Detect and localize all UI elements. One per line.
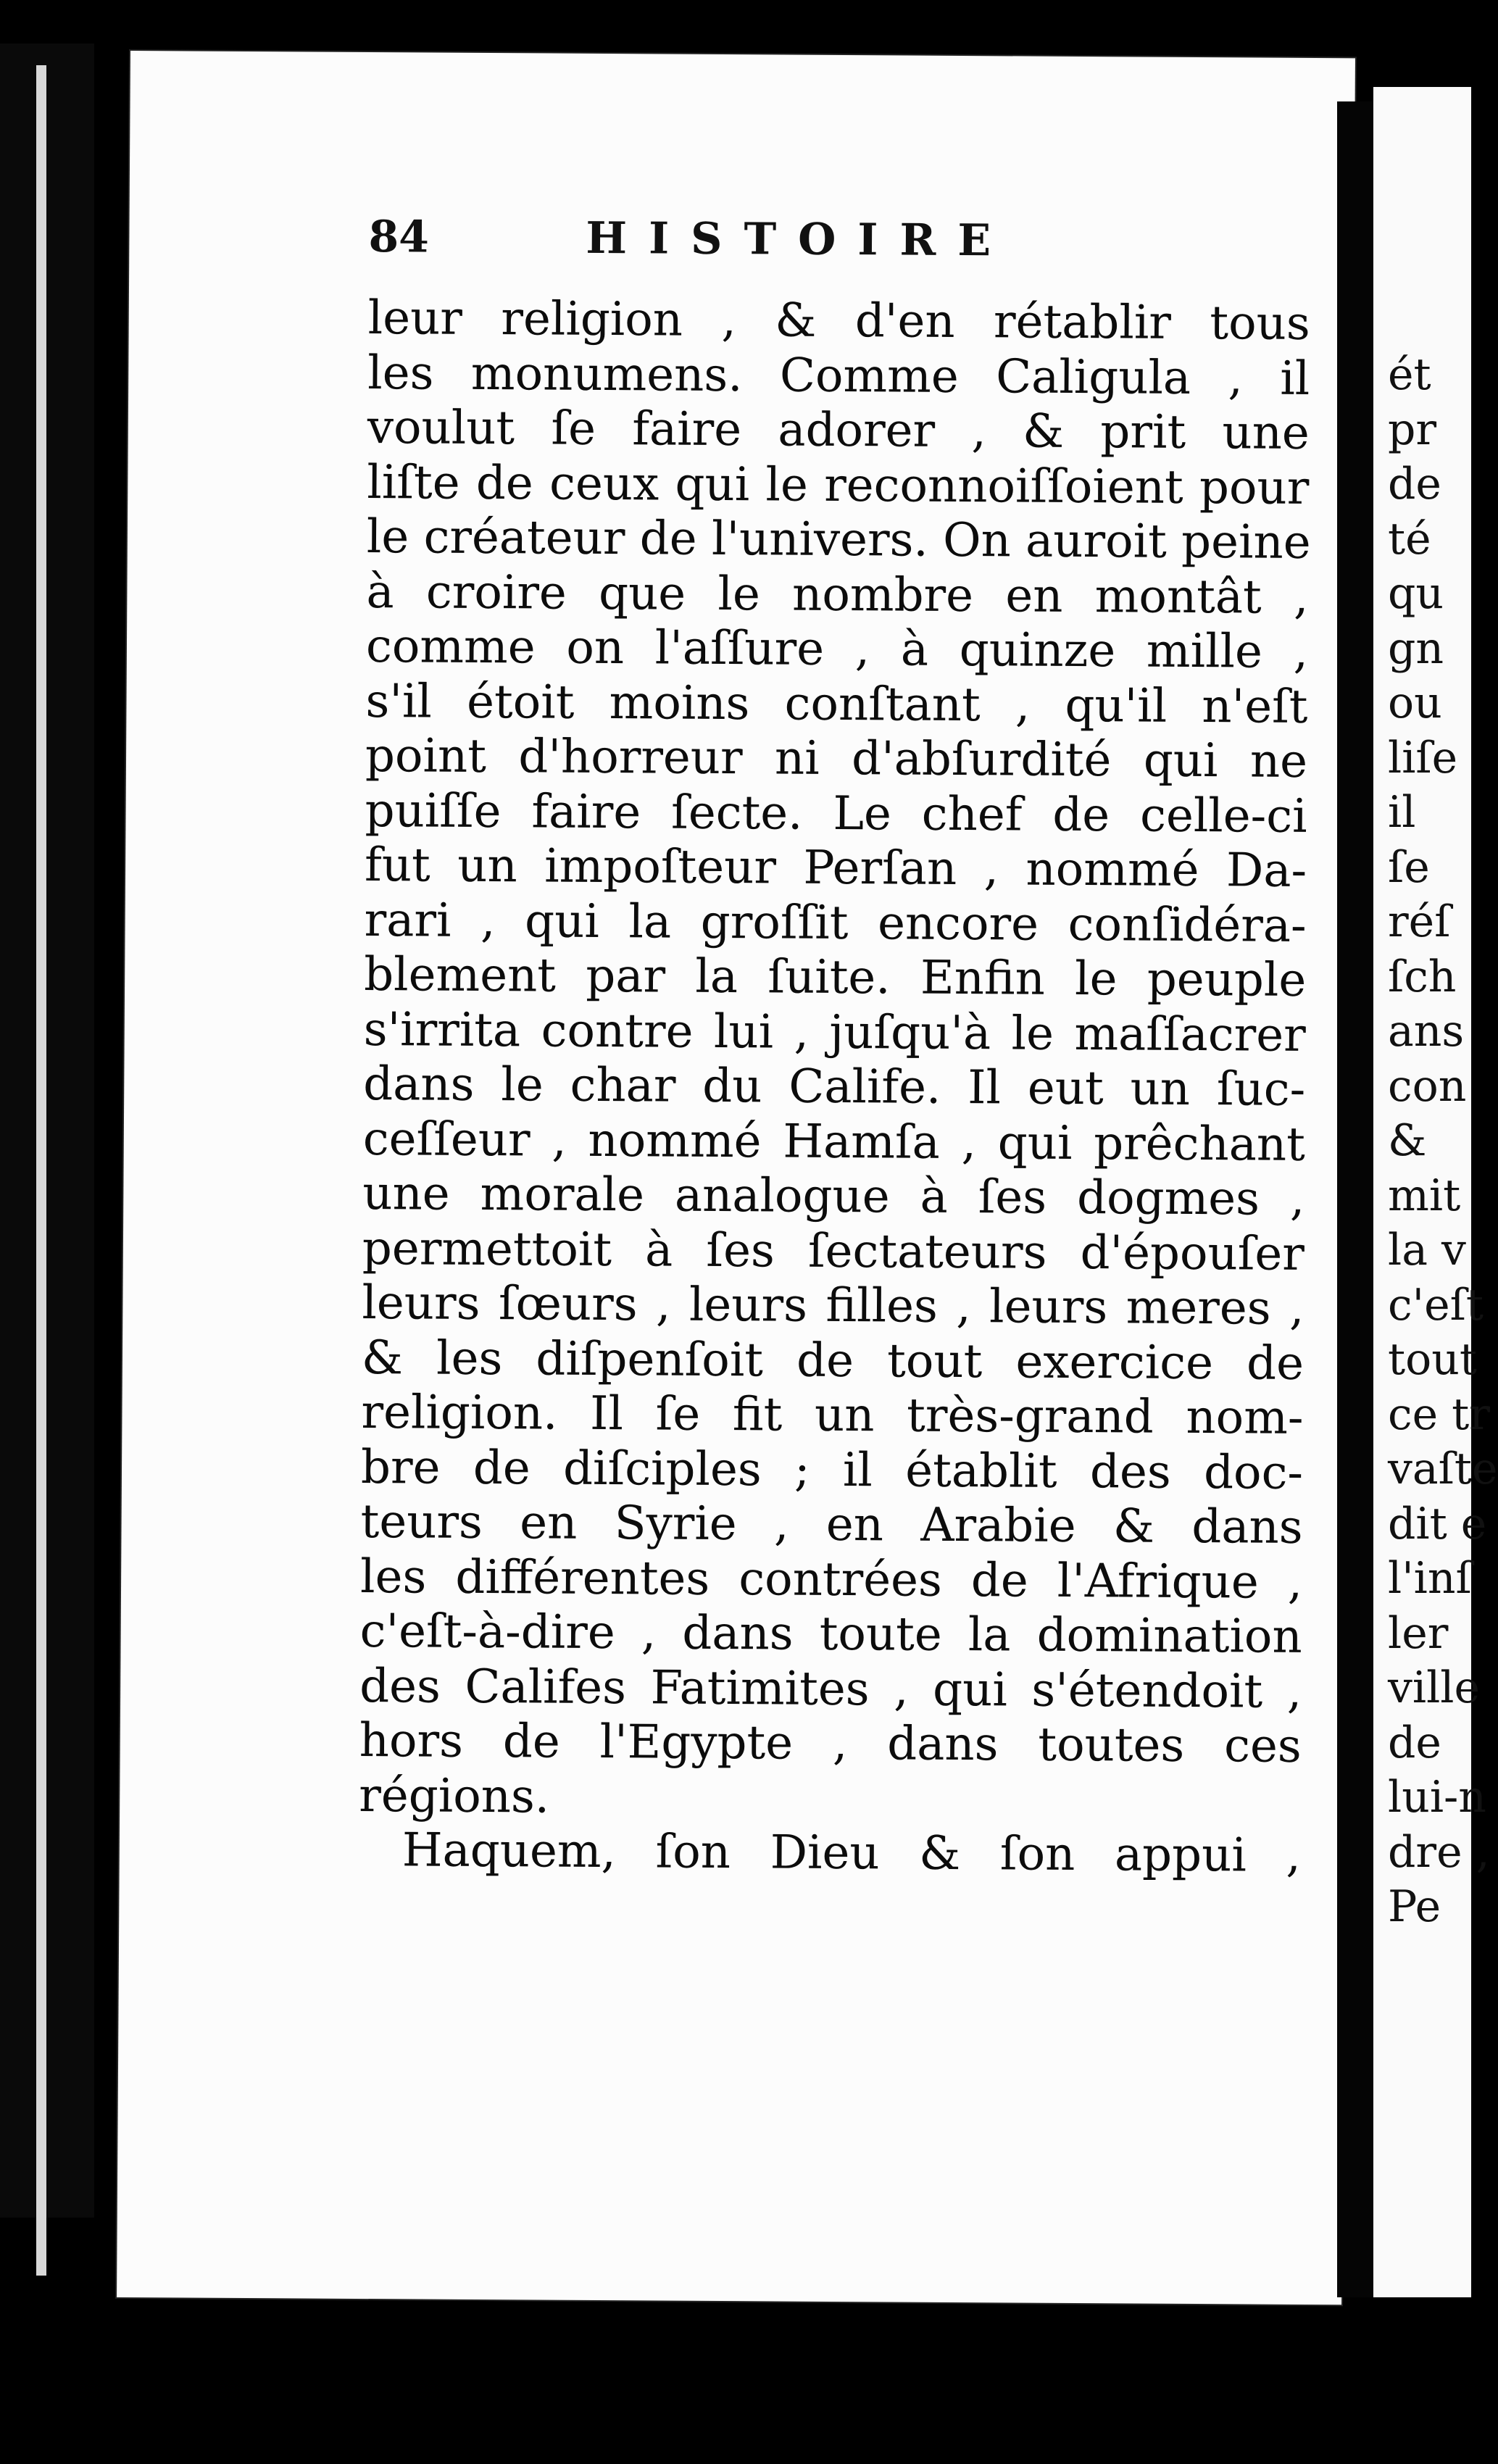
next-page-fragment: ſch bbox=[1388, 951, 1457, 1002]
next-page-fragment: liſe bbox=[1388, 732, 1458, 783]
text-line: régions. bbox=[359, 1768, 550, 1824]
next-page-fragment: con bbox=[1388, 1060, 1467, 1112]
text-line: & les diſpenſoit de tout exercice de bbox=[361, 1331, 1304, 1391]
text-line: leurs ſœurs , leurs filles , leurs meres , bbox=[362, 1275, 1304, 1336]
text-line: à croire que le nombre en montât , bbox=[366, 565, 1309, 625]
next-page-fragment: Pe bbox=[1388, 1881, 1441, 1932]
next-page-fragment: c'eſt bbox=[1388, 1279, 1484, 1331]
text-line: les monumens. Comme Caligula , il bbox=[367, 346, 1310, 406]
next-page-fragment: gn bbox=[1388, 623, 1444, 674]
next-page-fragment: de bbox=[1388, 459, 1441, 509]
next-page-fragment: vaſte bbox=[1388, 1444, 1498, 1494]
next-page-fragment: ler bbox=[1388, 1607, 1449, 1659]
text-line: le créateur de l'univers. On auroit peine bbox=[366, 510, 1311, 570]
body-text bbox=[359, 291, 1310, 1884]
text-line: leur religion , & d'en rétablir tous bbox=[367, 291, 1310, 351]
text-line: bre de diſciples ; il établit des doc- bbox=[360, 1440, 1304, 1500]
text-line: s'irrita contre lui , juſqu'à le maſſacrer bbox=[363, 1002, 1306, 1062]
next-page-fragment: ou bbox=[1388, 678, 1442, 728]
text-line: liſte de ceux qui le reconnoiſſoient pour bbox=[367, 455, 1310, 515]
page-border-line bbox=[36, 65, 46, 2276]
text-line: teurs en Syrie , en Arabie & dans bbox=[360, 1494, 1303, 1554]
next-page-fragment: lui-n bbox=[1388, 1772, 1486, 1823]
text-line: s'il étoit moins conſtant , qu'il n'eſt bbox=[365, 674, 1308, 734]
next-page-fragment: ſe bbox=[1388, 841, 1430, 893]
text-line: dans le char du Calife. Il eut un ſuc- bbox=[363, 1057, 1306, 1117]
text-line: des Califes Fatimites , qui s'étendoit , bbox=[359, 1659, 1302, 1719]
previous-page-edge bbox=[0, 43, 94, 2218]
text-line: permettoit à ſes ſectateurs d'épouſer bbox=[362, 1221, 1305, 1281]
next-page-fragment: il bbox=[1388, 787, 1416, 838]
page-number: 84 bbox=[368, 212, 430, 263]
text-line: c'eſt-à-dire , dans toute la domination bbox=[359, 1604, 1302, 1664]
next-page-fragment: l'inſ bbox=[1388, 1553, 1472, 1604]
text-line: une morale analogue à ſes dogmes , bbox=[362, 1166, 1305, 1226]
next-page-fragment: ans bbox=[1388, 1006, 1465, 1057]
next-page-fragment: dit e bbox=[1388, 1498, 1487, 1549]
next-page-fragment: & bbox=[1388, 1115, 1427, 1166]
next-page-fragment: la v bbox=[1388, 1225, 1466, 1275]
text-line: rari , qui la groſſit encore conſidéra- bbox=[364, 893, 1307, 953]
next-page-fragment: pr bbox=[1388, 404, 1437, 455]
book-gutter bbox=[1337, 101, 1373, 2297]
next-page-edge bbox=[1373, 87, 1498, 2297]
text-line: voulut ſe faire adorer , & prit une bbox=[367, 401, 1310, 460]
text-line: les différentes contrées de l'Afrique , bbox=[359, 1549, 1303, 1610]
book-page bbox=[117, 51, 1355, 2305]
next-page-fragment: qu bbox=[1388, 568, 1444, 619]
next-page-fragment: tout bbox=[1388, 1334, 1477, 1385]
text-line: point d'horreur ni d'abſurdité qui ne bbox=[365, 728, 1308, 788]
next-page-fragment: de bbox=[1388, 1717, 1441, 1768]
next-page-fragment: ce tr bbox=[1388, 1389, 1490, 1440]
next-page-fragment: té bbox=[1388, 513, 1431, 565]
paragraph-start-line: Haquem, ſon Dieu & ſon appui , bbox=[401, 1823, 1302, 1883]
page-header bbox=[368, 212, 1311, 297]
page-content bbox=[359, 212, 1311, 1884]
next-page-fragment: dre , bbox=[1388, 1826, 1490, 1878]
text-line: blement par la ſuite. Enfin le peuple bbox=[363, 947, 1307, 1007]
next-page-fragment: réſ bbox=[1388, 896, 1451, 947]
next-page-fragment: ét bbox=[1388, 349, 1431, 400]
next-page-text-fragments bbox=[1388, 348, 1498, 1935]
text-line: hors de l'Egypte , dans toutes ces bbox=[359, 1713, 1302, 1773]
text-line: fut un impoſteur Perſan , nommé Da- bbox=[364, 838, 1307, 898]
next-page-fragment: mit bbox=[1388, 1170, 1461, 1221]
text-line: religion. Il ſe fit un très-grand nom- bbox=[361, 1385, 1304, 1445]
running-title: HISTOIRE bbox=[586, 212, 1013, 267]
text-line: ceſſeur , nommé Hamſa , qui prêchant bbox=[362, 1112, 1306, 1172]
text-line: puiſſe faire ſecte. Le chef de celle-ci bbox=[365, 783, 1307, 844]
text-line: comme on l'aſſure , à quinze mille , bbox=[365, 620, 1309, 679]
next-page-fragment: ville bbox=[1388, 1662, 1480, 1713]
